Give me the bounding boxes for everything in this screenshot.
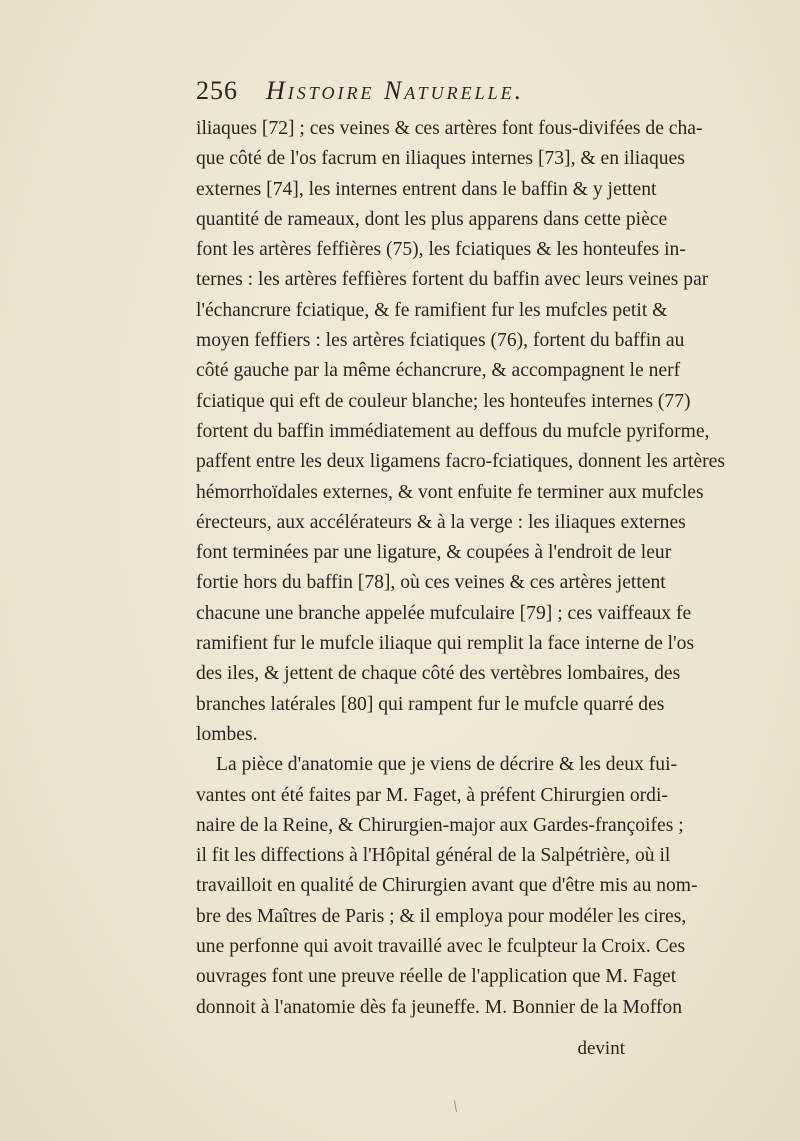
page-mark bbox=[454, 1100, 460, 1113]
text-line: font les artères feffières (75), les fciatiques & les honteufes in- bbox=[196, 239, 686, 261]
text-line: externes [74], les internes entrent dans le baffin & y jettent bbox=[196, 178, 657, 200]
text-line: fortent du baffin immédiatement au deffous du mufcle pyriforme, bbox=[196, 420, 710, 442]
paragraph-2 bbox=[196, 750, 698, 1023]
text-line: côté gauche par la même échancrure, & accompagnent le nerf bbox=[196, 360, 681, 382]
text-line: font terminées par une ligature, & coupées à l'endroit de leur bbox=[196, 542, 672, 564]
text-line: chacune une branche appelée mufculaire [79] ; ces vaiffeaux fe bbox=[196, 602, 692, 624]
text-line: il fit les diffections à l'Hôpital général de la Salpétrière, où il bbox=[196, 845, 671, 867]
page-header bbox=[196, 76, 646, 112]
body-text bbox=[196, 114, 725, 1023]
text-line: érecteurs, aux accélérateurs & à la verge : les iliaques externes bbox=[196, 511, 686, 533]
page-number: 256 bbox=[196, 76, 238, 105]
text-line: vantes ont été faites par M. Faget, à préfent Chirurgien ordi- bbox=[196, 784, 668, 806]
text-line: paffent entre les deux ligamens facro-fciatiques, donnent les artères bbox=[196, 451, 725, 473]
text-line: lombes. bbox=[196, 723, 258, 745]
text-line: naire de la Reine, & Chirurgien-major aux Gardes-françoifes ; bbox=[196, 814, 684, 836]
text-line: fciatique qui eft de couleur blanche; les honteufes internes (77) bbox=[196, 390, 691, 412]
text-line: ternes : les artères feffières fortent du baffin avec leurs veines par bbox=[196, 269, 709, 291]
text-line: bre des Maîtres de Paris ; & il employa pour modéler les cires, bbox=[196, 905, 687, 927]
text-line: hémorrhoïdales externes, & vont enfuite fe terminer aux mufcles bbox=[196, 481, 704, 503]
running-title: Histoire Naturelle. bbox=[266, 76, 525, 105]
text-line: quantité de rameaux, dont les plus apparens dans cette pièce bbox=[196, 208, 668, 230]
text-line: moyen feffiers : les artères fciatiques (76), fortent du baffin au bbox=[196, 330, 685, 352]
text-line: travailloit en qualité de Chirurgien avant que d'être mis au nom- bbox=[196, 875, 698, 897]
text-line: ouvrages font une preuve réelle de l'application que M. Faget bbox=[196, 966, 677, 988]
text-line: ramifient fur le mufcle iliaque qui remplit la face interne de l'os bbox=[196, 633, 695, 655]
catchword: devint bbox=[577, 1038, 625, 1059]
paragraph-1 bbox=[196, 114, 725, 750]
text-line: que côté de l'os facrum en iliaques internes [73], & en iliaques bbox=[196, 148, 685, 170]
text-line: des iles, & jettent de chaque côté des vertèbres lombaires, des bbox=[196, 663, 681, 685]
text-line: branches latérales [80] qui rampent fur le mufcle quarré des bbox=[196, 693, 665, 715]
text-line: La pièce d'anatomie que je viens de décrire & les deux fui- bbox=[216, 754, 678, 776]
text-line: fortie hors du baffin [78], où ces veines & ces artères jettent bbox=[196, 572, 666, 594]
text-line: iliaques [72] ; ces veines & ces artères font fous-divifées de cha- bbox=[196, 118, 703, 139]
text-line: l'échancrure fciatique, & fe ramifient fur les mufcles petit & bbox=[196, 299, 668, 321]
text-line: une perfonne qui avoit travaillé avec le fculpteur la Croix. Ces bbox=[196, 936, 686, 958]
text-line: donnoit à l'anatomie dès fa jeuneffe. M. Bonnier de la Moffon bbox=[196, 996, 682, 1018]
